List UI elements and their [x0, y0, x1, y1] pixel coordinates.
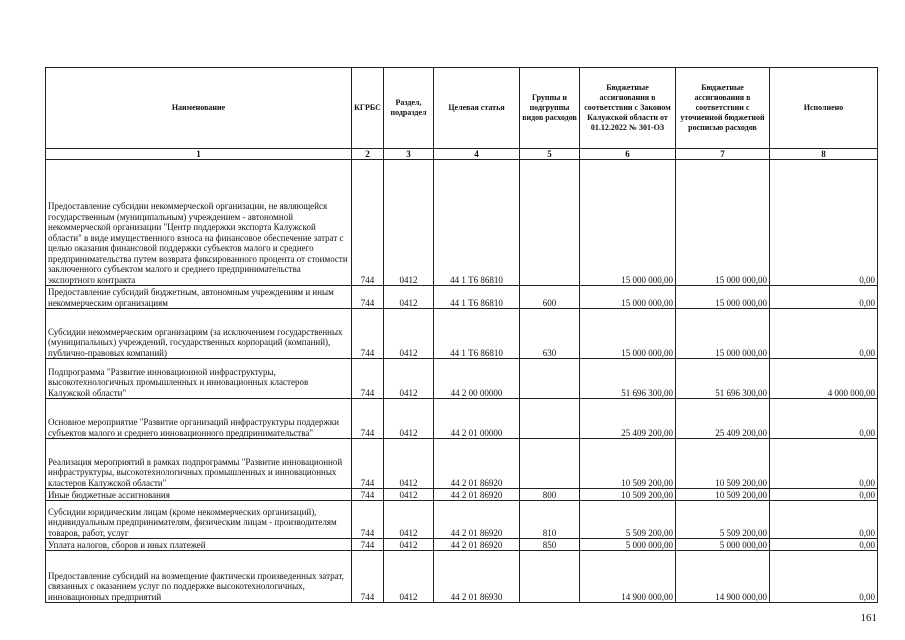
- table-row: [46, 501, 878, 539]
- table-row: [46, 489, 878, 501]
- row-updated: 5 000 000,00: [676, 539, 770, 551]
- row-name: Уплата налогов, сборов и иных платежей: [46, 539, 352, 551]
- row-law: 14 900 000,00: [580, 551, 676, 603]
- column-number: 2: [352, 149, 384, 160]
- row-updated: 25 409 200,00: [676, 399, 770, 439]
- row-section: 0412: [384, 489, 434, 501]
- row-name: Иные бюджетные ассигнования: [46, 489, 352, 501]
- budget-table: [45, 67, 878, 603]
- row-group: 810: [520, 501, 580, 539]
- column-number: 1: [46, 149, 352, 160]
- table-row: [46, 539, 878, 551]
- row-target: 44 2 01 86920: [434, 439, 520, 489]
- row-name: Субсидии некоммерческим организациям (за исключением государственных (муниципальных) учреждений, государственных корпораций (компаний), публично-правовых компаний): [46, 309, 352, 359]
- column-number-row: [46, 149, 878, 160]
- row-target: 44 2 01 00000: [434, 399, 520, 439]
- row-kgrbs: 744: [352, 551, 384, 603]
- row-group: [520, 160, 580, 286]
- row-law: 51 696 300,00: [580, 359, 676, 399]
- row-kgrbs: 744: [352, 286, 384, 309]
- row-updated: 5 509 200,00: [676, 501, 770, 539]
- row-updated: 15 000 000,00: [676, 160, 770, 286]
- page-number: 161: [860, 612, 877, 624]
- row-executed: 0,00: [770, 309, 878, 359]
- row-executed: 0,00: [770, 399, 878, 439]
- table-row: [46, 399, 878, 439]
- row-law: 5 509 200,00: [580, 501, 676, 539]
- header-executed: Исполнено: [770, 68, 878, 149]
- row-law: 10 509 200,00: [580, 439, 676, 489]
- header-section: Раздел, подраздел: [384, 68, 434, 149]
- row-group: [520, 551, 580, 603]
- row-section: 0412: [384, 399, 434, 439]
- column-number: 7: [676, 149, 770, 160]
- row-updated: 10 509 200,00: [676, 439, 770, 489]
- row-section: 0412: [384, 439, 434, 489]
- row-group: 850: [520, 539, 580, 551]
- table-row: [46, 551, 878, 603]
- row-section: 0412: [384, 286, 434, 309]
- table-row: [46, 309, 878, 359]
- row-kgrbs: 744: [352, 359, 384, 399]
- row-updated: 15 000 000,00: [676, 309, 770, 359]
- row-kgrbs: 744: [352, 399, 384, 439]
- row-name: Основное мероприятие "Развитие организаций инфраструктуры поддержки субъектов малого и среднего инновационного предпринимательства": [46, 399, 352, 439]
- column-number: 5: [520, 149, 580, 160]
- row-law: 25 409 200,00: [580, 399, 676, 439]
- column-number: 6: [580, 149, 676, 160]
- row-executed: 0,00: [770, 286, 878, 309]
- row-executed: 0,00: [770, 501, 878, 539]
- row-law: 5 000 000,00: [580, 539, 676, 551]
- header-target: Целевая статья: [434, 68, 520, 149]
- row-updated: 15 000 000,00: [676, 286, 770, 309]
- row-section: 0412: [384, 160, 434, 286]
- column-number: 8: [770, 149, 878, 160]
- row-section: 0412: [384, 309, 434, 359]
- row-section: 0412: [384, 539, 434, 551]
- row-target: 44 2 01 86930: [434, 551, 520, 603]
- row-target: 44 1 Т6 86810: [434, 309, 520, 359]
- row-kgrbs: 744: [352, 539, 384, 551]
- row-group: 800: [520, 489, 580, 501]
- table-row: [46, 286, 878, 309]
- row-group: 630: [520, 309, 580, 359]
- row-executed: 4 000 000,00: [770, 359, 878, 399]
- row-kgrbs: 744: [352, 160, 384, 286]
- row-target: 44 2 00 00000: [434, 359, 520, 399]
- row-name: Субсидии юридическим лицам (кроме некоммерческих организаций), индивидуальным предпринимателям, физическим лицам - производителям товаров, работ, услуг: [46, 501, 352, 539]
- row-section: 0412: [384, 359, 434, 399]
- column-number: 3: [384, 149, 434, 160]
- row-section: 0412: [384, 551, 434, 603]
- row-executed: 0,00: [770, 489, 878, 501]
- row-executed: 0,00: [770, 551, 878, 603]
- header-law: Бюджетные ассигнования в соответствии с Законом Калужской области от 01.12.2022 № 301-ОЗ: [580, 68, 676, 149]
- row-law: 15 000 000,00: [580, 309, 676, 359]
- row-kgrbs: 744: [352, 439, 384, 489]
- row-updated: 51 696 300,00: [676, 359, 770, 399]
- row-updated: 14 900 000,00: [676, 551, 770, 603]
- row-updated: 10 509 200,00: [676, 489, 770, 501]
- header-updated: Бюджетные ассигнования в соответствии с уточненной бюджетной росписью расходов: [676, 68, 770, 149]
- table-row: [46, 359, 878, 399]
- row-name: Предоставление субсидий бюджетным, автономным учреждениям и иным некоммерческим организациям: [46, 286, 352, 309]
- row-section: 0412: [384, 501, 434, 539]
- header-kgrbs: КГРБС: [352, 68, 384, 149]
- row-name: Подпрограмма "Развитие инновационной инфраструктуры, высокотехнологичных промышленных и инновационных кластеров Калужской области": [46, 359, 352, 399]
- column-number: 4: [434, 149, 520, 160]
- row-target: 44 2 01 86920: [434, 501, 520, 539]
- row-law: 15 000 000,00: [580, 286, 676, 309]
- header-name: Наименование: [46, 68, 352, 149]
- row-executed: 0,00: [770, 439, 878, 489]
- row-group: [520, 439, 580, 489]
- row-law: 10 509 200,00: [580, 489, 676, 501]
- row-group: [520, 359, 580, 399]
- row-group: 600: [520, 286, 580, 309]
- row-target: 44 1 Т6 86810: [434, 286, 520, 309]
- row-kgrbs: 744: [352, 309, 384, 359]
- row-law: 15 000 000,00: [580, 160, 676, 286]
- row-target: 44 2 01 86920: [434, 489, 520, 501]
- row-group: [520, 399, 580, 439]
- row-name: Предоставление субсидии некоммерческой организации, не являющейся государственным (муниципальным) учреждением - автономной некоммерческой организации "Центр поддержки экспорта Калужской области" в виде имущественного взноса на финансовое обеспечение затрат с целью оказания финансовой поддержки субъектов малого и среднего предпринимательства путем возврата фиксированного процента от стоимости заключенного субъектом малого и среднего предпринимательства экспортного контракта: [46, 160, 352, 286]
- row-target: 44 2 01 86920: [434, 539, 520, 551]
- header-row: [46, 68, 878, 149]
- table-row: [46, 160, 878, 286]
- row-kgrbs: 744: [352, 501, 384, 539]
- row-kgrbs: 744: [352, 489, 384, 501]
- table-row: [46, 439, 878, 489]
- header-groups: Группы и подгруппы видов расходов: [520, 68, 580, 149]
- row-name: Реализация мероприятий в рамках подпрограммы "Развитие инновационной инфраструктуры, высокотехнологичных промышленных и инновационных кластеров Калужской области": [46, 439, 352, 489]
- row-executed: 0,00: [770, 539, 878, 551]
- row-target: 44 1 Т6 86810: [434, 160, 520, 286]
- row-executed: 0,00: [770, 160, 878, 286]
- row-name: Предоставление субсидий на возмещение фактически произведенных затрат, связанных с оказанием услуг по поддержке высокотехнологичных, инновационных предприятий: [46, 551, 352, 603]
